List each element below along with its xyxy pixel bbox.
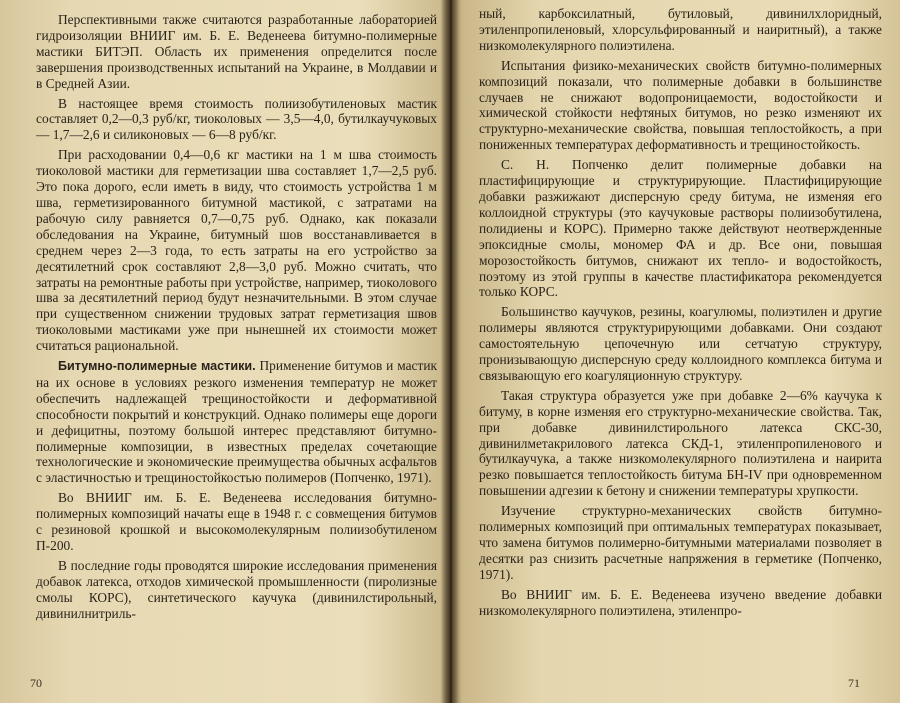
section-text: Применение битумов и мастик на их основе в условиях резкого изменения температур не может обеспечить надлежащей трещиностойкости и деформативной способности покрытий и конструкций. Однако полимеры еще дороги и дефицитны, поэтому большой интерес представляют битумно-полимерные композиции, в известных пределах сочетающие технологические и экономические преимущества обычных асфальтов с эластичностью и трещиностойкостью полимеров (Попченко, 1971).: [36, 358, 437, 486]
left-page: [0, 0, 449, 703]
paragraph-continuation: ный, карбоксилатный, бутиловый, дивинилхлоридный, этиленпропиленовый, хлорсульфированный и наиритный), а также низкомолекулярного полиэтилена.: [479, 6, 882, 53]
section-heading: Битумно-полимерные мастики.: [58, 359, 256, 374]
paragraph: Испытания физико-механических свойств битумно-полимерных композиций показали, что полимерные добавки в большинстве случаев не снижают водопроницаемости, водостойкости и химической стойкости нефтяных битумов, но резко изменяют их структурно-механические свойства, повышая теплостойкость, а при пониженных температурах деформативность и трещиностойкость.: [479, 57, 882, 153]
paragraph: Во ВНИИГ им. Б. Е. Веденеева изучено введение добавки низкомолекулярного полиэтилена, этиленпро-: [479, 586, 882, 618]
paragraph: В настоящее время стоимость полиизобутиленовых мастик составляет 0,2—0,3 руб/кг, тиоколовых — 3,5—4,0, бутилкаучуковых — 1,7—2,6 и силиконовых — 6—8 руб/кг.: [36, 95, 437, 143]
page-number: 70: [30, 676, 42, 690]
paragraph: Перспективными также считаются разработанные лабораторией гидроизоляции ВНИИГ им. Б. Е. Веденеева битумно-полимерные мастики БИТЭП. Область их применения определится после завершения производственных испытаний на Украине, в Молдавии и в Средней Азии.: [36, 12, 437, 91]
section-paragraph: [36, 358, 437, 486]
paragraph: Большинство каучуков, резины, коагулюмы, полиэтилен и другие полимеры являются структурирующими добавками. Они создают самостоятельную цепочечную или сетчатую структуру, пронизывающую дисперсную среду коллоидного комплекса битума и связывающую его коагуляционную структуру.: [479, 304, 882, 383]
right-page: [451, 0, 900, 703]
paragraph: В последние годы проводятся широкие исследования применения добавок латекса, отходов химической промышленности (пиролизные смолы КОРС), синтетического каучука (дивинилстирольный, дивинилнитриль-: [36, 557, 437, 621]
paragraph: С. Н. Попченко делит полимерные добавки на пластифицирующие и структурирующие. Пластифицирующие добавки разжижают дисперсную среду битума, не изменяя его коллоидной структуры (это каучуковые растворы полиизобутилена, полидиены и КОРС). Примерно также действуют неотвержденные эпоксидные смолы, мономер ФА и др. Все они, повышая морозостойкость битумов, снижают их тепло- и водостойкость, поэтому из этой группы в качестве пластификатора рекомендуется только КОРС.: [479, 157, 882, 300]
paragraph: При расходовании 0,4—0,6 кг мастики на 1 м шва стоимость тиоколовой мастики для герметизации шва составляет 1,7—2,5 руб. Это пока дорого, если иметь в виду, что стоимость устройства 1 м шва, герметизированного битумной мастикой, с затратами на рабочую силу равняется 0,7—0,75 руб. Однако, как показали обследования на Украине, битумный шов восстанавливается в среднем через 2—3 года, то есть затраты на его устройство за десятилетний срок составляют 2,8—3,0 руб. Можно считать, что затраты на ремонтные работы при устройстве, например, тиоколового шва за десятилетний период будут незначительными. В этом случае при существенном снижении трудовых затрат герметизация швов тиоколовыми мастиками уже при нынешней их стоимости может считаться рациональной.: [36, 147, 437, 354]
paragraph: Во ВНИИГ им. Б. Е. Веденеева исследования битумно-полимерных композиций начаты еще в 1948 г. с совмещения битумов с резиновой крошкой и высокомолекулярным полиизобутиленом П-200.: [36, 490, 437, 553]
page-number: 71: [848, 676, 860, 690]
paragraph: Изучение структурно-механических свойств битумно-полимерных композиций при оптимальных температурах показывает, что замена битумов полимерно-битумными материалами позволяет в десятки раз снизить расчетные напряжения в герметике (Попченко, 1971).: [479, 503, 882, 582]
paragraph: Такая структура образуется уже при добавке 2—6% каучука к битуму, в корне изменяя его структурно-механические свойства. Так, при добавке дивинилстирольного латекса СКС-30, дивинилметакрилового латекса СКД-1, этиленпропиленового и бутилкаучука, а также низкомолекулярного полиэтилена и наирита резко повышается теплостойкость битума БН-IV при одновременном повышении адгезии к бетону и снижении температуры хрупкости.: [479, 387, 882, 499]
